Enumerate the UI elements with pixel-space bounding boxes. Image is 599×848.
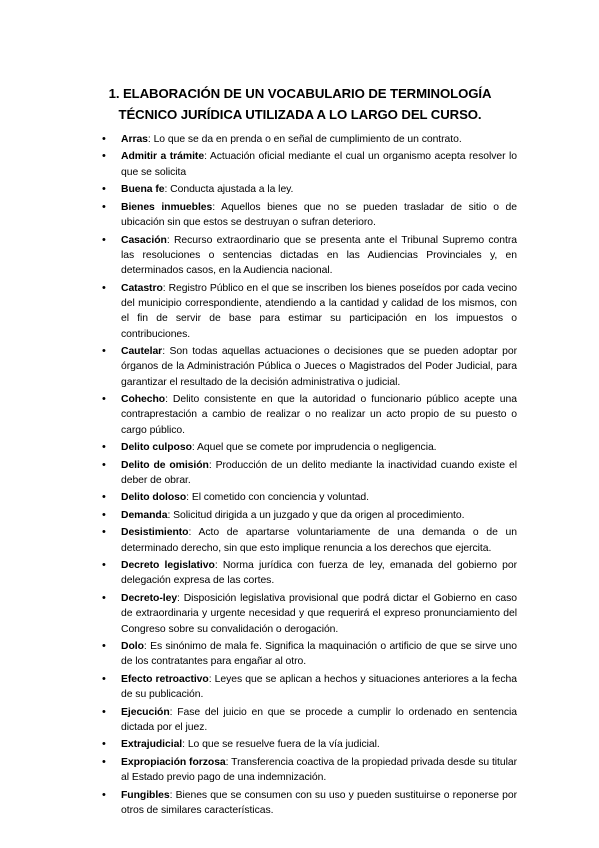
list-item	[0, 182, 517, 197]
list-item	[0, 591, 517, 637]
entry-definition: : Es sinónimo de mala fe. Significa la maquinación o artificio de que se sirve uno de los contratantes para engañar al otro.	[121, 641, 517, 668]
entry-term: Admitir a trámite	[121, 151, 205, 163]
entry-definition: : Lo que se da en prenda o en señal de cumplimiento de un contrato.	[147, 134, 462, 145]
entry-term: Expropiación forzosa	[121, 756, 226, 768]
list-item	[0, 490, 517, 505]
entry-term: Arras	[121, 134, 148, 145]
entry-definition: : Registro Público en el que se inscriben los bienes poseídos por cada vecino del municipio correspondiente, atendiendo a la cantidad y calidad de los mismos, con el fin de servir de base para estimar su participación en los impuestos o contribuciones.	[121, 282, 517, 340]
title-line-2: TÉCNICO JURÍDICA UTILIZADA A LO LARGO DEL CURSO.	[118, 106, 482, 122]
title-line-1: 1. ELABORACIÓN DE UN VOCABULARIO DE TERMINOLOGÍA	[108, 85, 492, 101]
list-item	[0, 132, 517, 147]
entry-term: Dolo	[121, 641, 144, 653]
entry-definition: : Acto de apartarse voluntariamente de una demanda o de un determinado derecho, sin que esto implique renuncia a los derechos que ejercita.	[121, 527, 517, 554]
vocabulary-list	[0, 132, 599, 820]
entry-definition: : Actuación oficial mediante el cual un organismo acepta resolver lo que se solicita	[121, 151, 518, 178]
entry-term: Desistimiento	[121, 527, 189, 539]
entry-definition: : Conducta ajustada a la ley.	[164, 184, 294, 196]
entry-term: Cautelar	[121, 345, 163, 357]
entry-term: Efecto retroactivo	[121, 673, 209, 685]
entry-definition: : Disposición legislativa provisional que podrá dictar el Gobierno en caso de extraordinaria y urgente necesidad y que requerirá el expreso pronunciamiento del Congreso sobre su convalidación o derogación.	[121, 592, 517, 635]
entry-definition: : Recurso extraordinario que se presenta ante el Tribunal Supremo contra las resoluciones o sentencias dictadas en las Audiencias Provinciales y, en determinados casos, en la Audiencia nacional.	[121, 234, 517, 277]
entry-term: Buena fe	[121, 184, 165, 196]
entry-definition: : Norma jurídica con fuerza de ley, emanada del gobierno por delegación expresa de las cortes.	[121, 560, 518, 587]
list-item	[0, 149, 517, 180]
list-item	[0, 392, 517, 438]
entry-term: Bienes inmuebles	[121, 201, 213, 213]
entry-term: Delito de omisión	[121, 459, 209, 471]
entry-definition: : Producción de un delito mediante la inactividad cuando existe el deber de obrar.	[121, 459, 517, 486]
entry-definition: : Lo que se resuelve fuera de la vía judicial.	[182, 739, 380, 751]
list-item	[0, 558, 517, 589]
entry-definition: : Transferencia coactiva de la propiedad privada desde su titular al Estado previo pago de una indemnización.	[121, 756, 517, 784]
list-item	[0, 458, 517, 489]
entry-term: Fungibles	[121, 789, 170, 801]
entry-definition: : Solicitud dirigida a un juzgado y que da origen al procedimiento.	[167, 509, 465, 521]
list-item	[0, 639, 517, 670]
entry-term: Delito culposo	[121, 442, 192, 454]
entry-term: Decreto legislativo	[121, 560, 215, 572]
list-item	[0, 344, 517, 390]
entry-term: Catastro	[121, 282, 163, 294]
list-item	[0, 788, 517, 819]
entry-term: Casación	[121, 234, 167, 246]
entry-term: Demanda	[121, 509, 168, 521]
entry-definition: : Aquel que se comete por imprudencia o negligencia.	[191, 442, 437, 454]
list-item	[0, 672, 517, 703]
entry-term: Cohecho	[121, 394, 166, 406]
entry-definition: : Aquellos bienes que no se pueden trasladar de sitio o de ubicación sin que estos se destruyan o sufran deterioro.	[121, 201, 517, 229]
list-item	[0, 281, 517, 342]
list-item	[0, 440, 517, 455]
entry-definition: : Son todas aquellas actuaciones o decisiones que se pueden adoptar por órganos de la Administración Pública o Jueces o Magistrados del Poder Judicial, para garantizar el resultado de la decisión administrativa o judicial.	[121, 345, 517, 388]
list-item	[0, 525, 517, 556]
list-item	[0, 755, 517, 786]
entry-definition: : Delito consistente en que la autoridad o funcionario público acepte una contraprestación a cambio de realizar o no realizar un acto propio de su puesto o cargo público.	[121, 394, 517, 436]
entry-term: Extrajudicial	[121, 739, 183, 751]
entry-definition: : El cometido con conciencia y voluntad.	[186, 492, 369, 504]
entry-term: Ejecución	[121, 706, 170, 718]
entry-term: Decreto-ley	[121, 592, 178, 604]
entry-definition: : Bienes que se consumen con su uso y pueden sustituirse o reponerse por otros de similares características.	[121, 789, 517, 816]
entry-term: Delito doloso	[121, 492, 187, 504]
list-item	[0, 737, 517, 752]
list-item	[0, 705, 517, 736]
list-item	[0, 200, 517, 231]
list-item	[0, 233, 517, 279]
entry-definition: : Leyes que se aplican a hechos y situaciones anteriores a la fecha de su publicación.	[121, 673, 517, 701]
list-item	[0, 508, 517, 523]
page-title	[90, 83, 510, 125]
entry-definition: : Fase del juicio en que se procede a cumplir lo ordenado en sentencia dictada por el juez.	[121, 706, 517, 733]
